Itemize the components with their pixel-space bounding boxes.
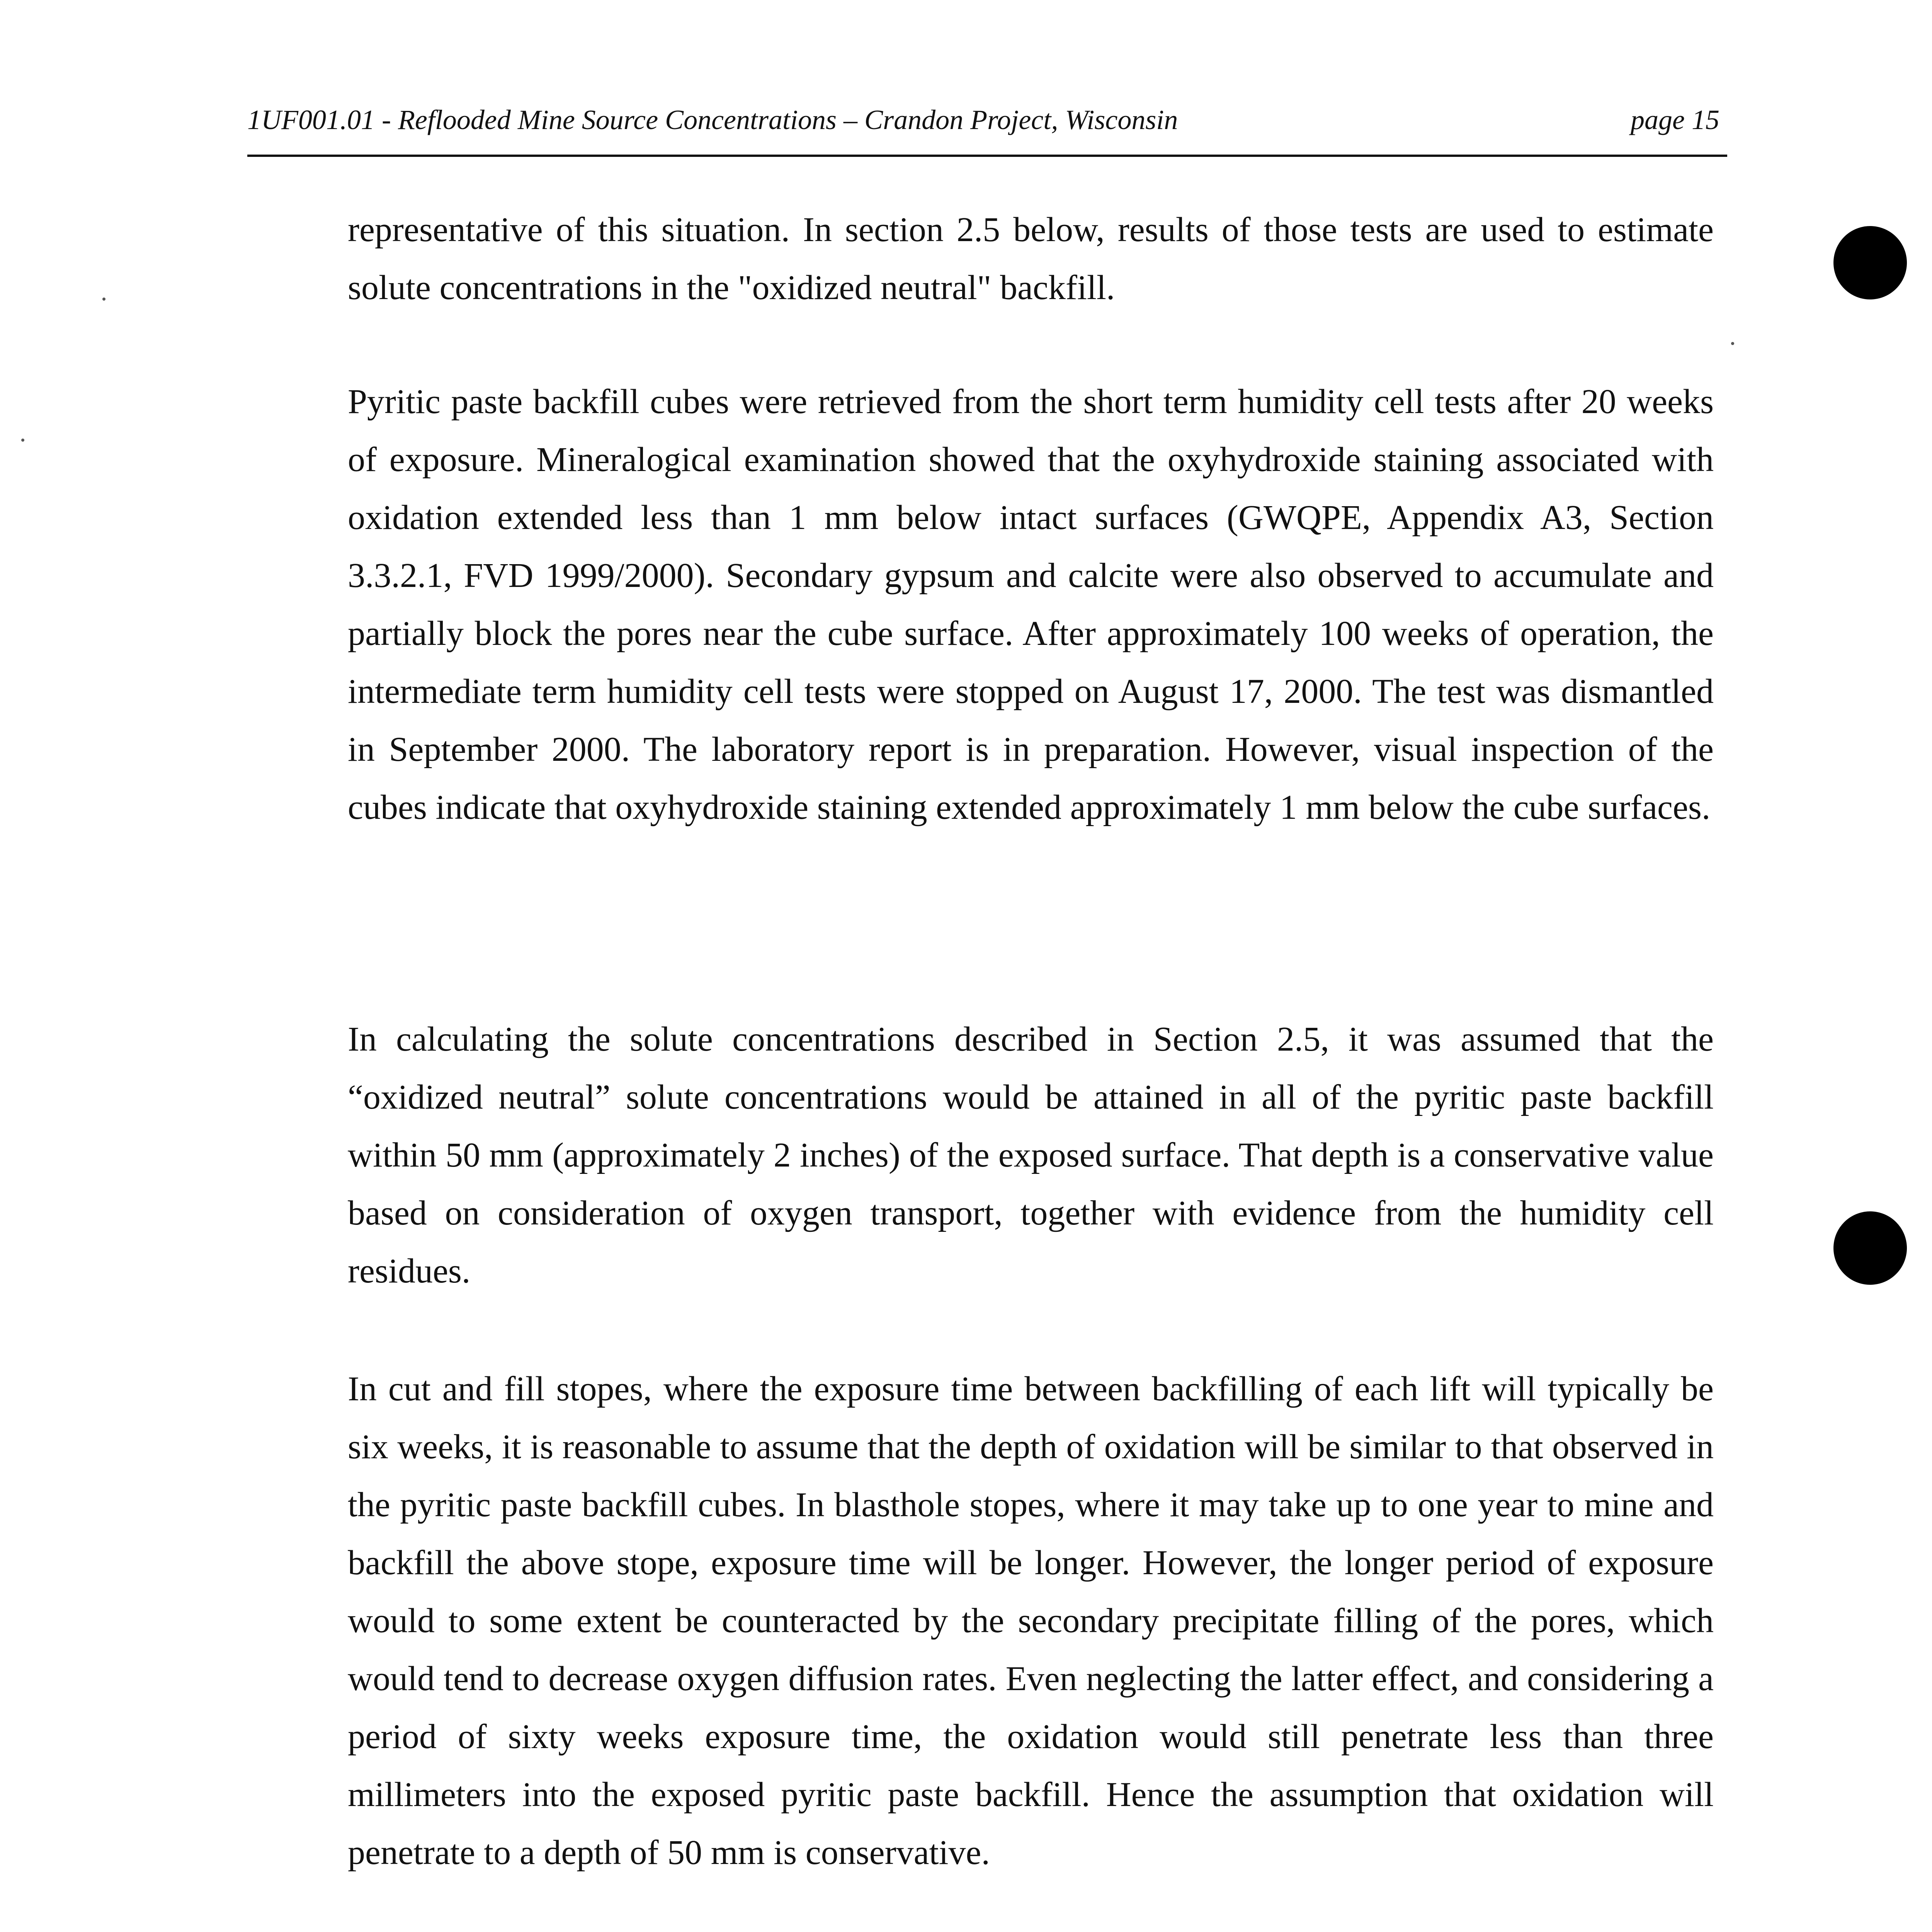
scan-speck	[102, 298, 105, 301]
page-header	[247, 99, 1727, 157]
paragraph-continuation: representative of this situation. In section 2.5 below, results of those tests are used to estimate solute concentrations in the "oxidized neutral" backfill.	[348, 211, 1714, 307]
scan-speck	[1731, 342, 1734, 345]
paragraph-humidity-cells: Pyritic paste backfill cubes were retrieved from the short term humidity cell tests after 20 weeks of exposure. Mineralogical examination showed that the oxyhydroxide staining associated with oxidation extended less than 1 mm below intact surfaces (GWQPE, Appendix A3, Section 3.3.2.1, FVD 1999/2000). Secondary gypsum and calcite were also observed to accumulate and partially block the pores near the cube surface. After approximately 100 weeks of operation, the intermediate term humidity cell tests were stopped on August 17, 2000. The test was dismantled in September 2000. The laboratory report is in preparation. However, visual inspection of the cubes indicate that oxyhydroxide staining extended approximately 1 mm below the cube surfaces.	[348, 383, 1714, 827]
header-title: 1UF001.01 - Reflooded Mine Source Concentrations – Crandon Project, Wisconsin	[247, 104, 1178, 135]
header-page-number: page 15	[1631, 104, 1719, 135]
paragraph-stope-exposure: In cut and fill stopes, where the exposure time between backfilling of each lift will typically be six weeks, it is reasonable to assume that the depth of oxidation will be similar to that observed in the pyritic paste backfill cubes. In blasthole stopes, where it may take up to one year to mine and backfill the above stope, exposure time will be longer. However, the longer period of exposure would to some extent be counteracted by the secondary precipitate filling of the pores, which would tend to decrease oxygen diffusion rates. Even neglecting the latter effect, and considering a period of sixty weeks exposure time, the oxidation would still penetrate less than three millimeters into the exposed pyritic paste backfill. Hence the assumption that oxidation will penetrate to a depth of 50 mm is conservative.	[348, 1370, 1714, 1872]
scan-speck	[21, 439, 24, 442]
change-bar-bullet	[1833, 1211, 1907, 1285]
paragraph-calculation-assumption: In calculating the solute concentrations described in Section 2.5, it was assumed that the “oxidized neutral” solute concentrations would be attained in all of the pyritic paste backfill within 50 mm (approximately 2 inches) of the exposed surface. That depth is a conservative value based on consideration of oxygen transport, together with evidence from the humidity cell residues.	[348, 1020, 1714, 1290]
change-bar-bullet	[1833, 226, 1907, 299]
